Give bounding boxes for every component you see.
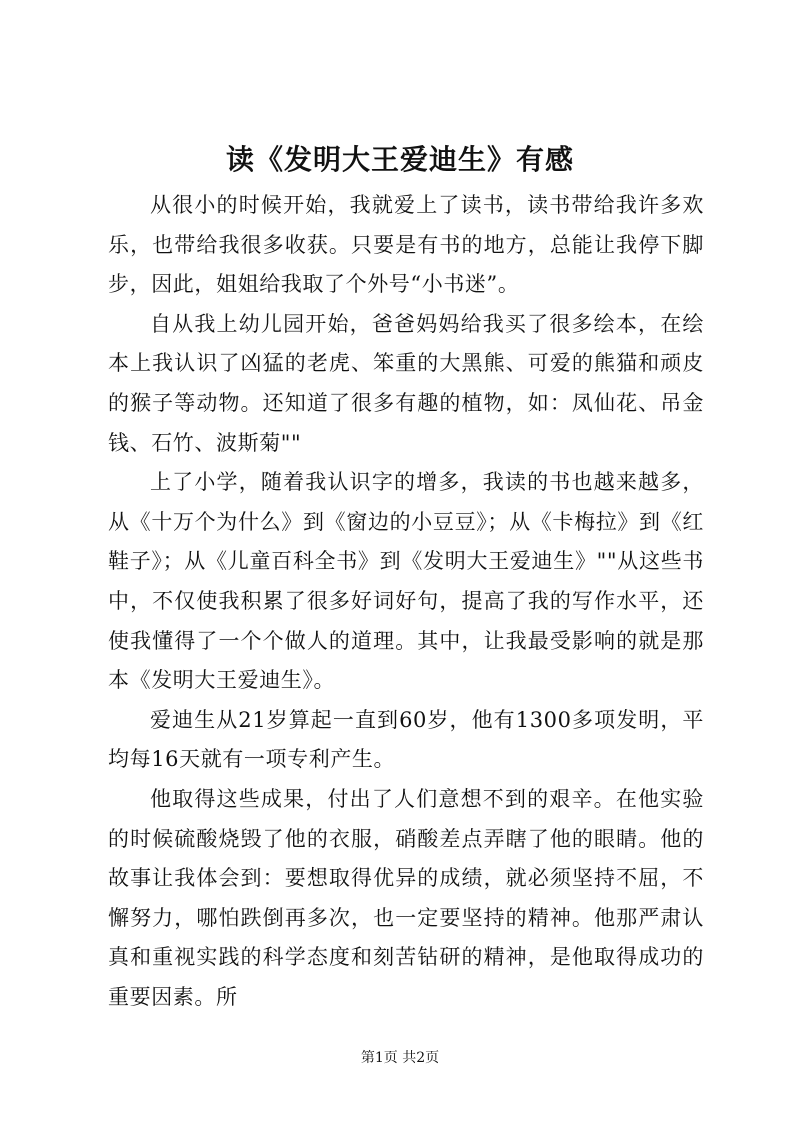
paragraph-1: 从很小的时候开始，我就爱上了读书，读书带给我许多欢乐，也带给我很多收获。只要是有书的地方，总能让我停下脚步，因此，姐姐给我取了个外号“小书迷”。 <box>108 193 704 297</box>
paragraph-4: 爱迪生从21岁算起一直到60岁，他有1300多项发明，平均每16天就有一项专利产生。 <box>108 707 704 772</box>
page-number-footer: 第1页 共2页 <box>360 1050 440 1066</box>
document-title: 读《发明大王爱迪生》有感 <box>225 143 574 176</box>
paragraph-5: 他取得这些成果，付出了人们意想不到的艰辛。在他实验的时候硫酸烧毁了他的衣服，硝酸差点弄瞎了他的眼睛。他的故事让我体会到：要想取得优异的成绩，就必须坚持不屈，不懈努力，哪怕跌倒再多次，也一定要坚持的精神。他那严肃认真和重视实践的科学态度和刻苦钻研的精神，是他取得成功的重要因素。所 <box>108 786 704 1009</box>
document-body <box>108 186 704 1017</box>
paragraph-3: 上了小学，随着我认识字的增多，我读的书也越来越多，从《十万个为什么》到《窗边的小豆豆》；从《卡梅拉》到《红鞋子》；从《儿童百科全书》到《发明大王爱迪生》""从这些书中，不仅使我积累了很多好词好句，提高了我的写作水平，还使我懂得了一个个做人的道理。其中，让我最受影响的就是那本《发明大王爱迪生》。 <box>108 470 704 693</box>
paragraph-2: 自从我上幼儿园开始，爸爸妈妈给我买了很多绘本，在绘本上我认识了凶猛的老虎、笨重的大黑熊、可爱的熊猫和顽皮的猴子等动物。还知道了很多有趣的植物，如：凤仙花、吊金钱、石竹、波斯菊"" <box>108 311 704 455</box>
